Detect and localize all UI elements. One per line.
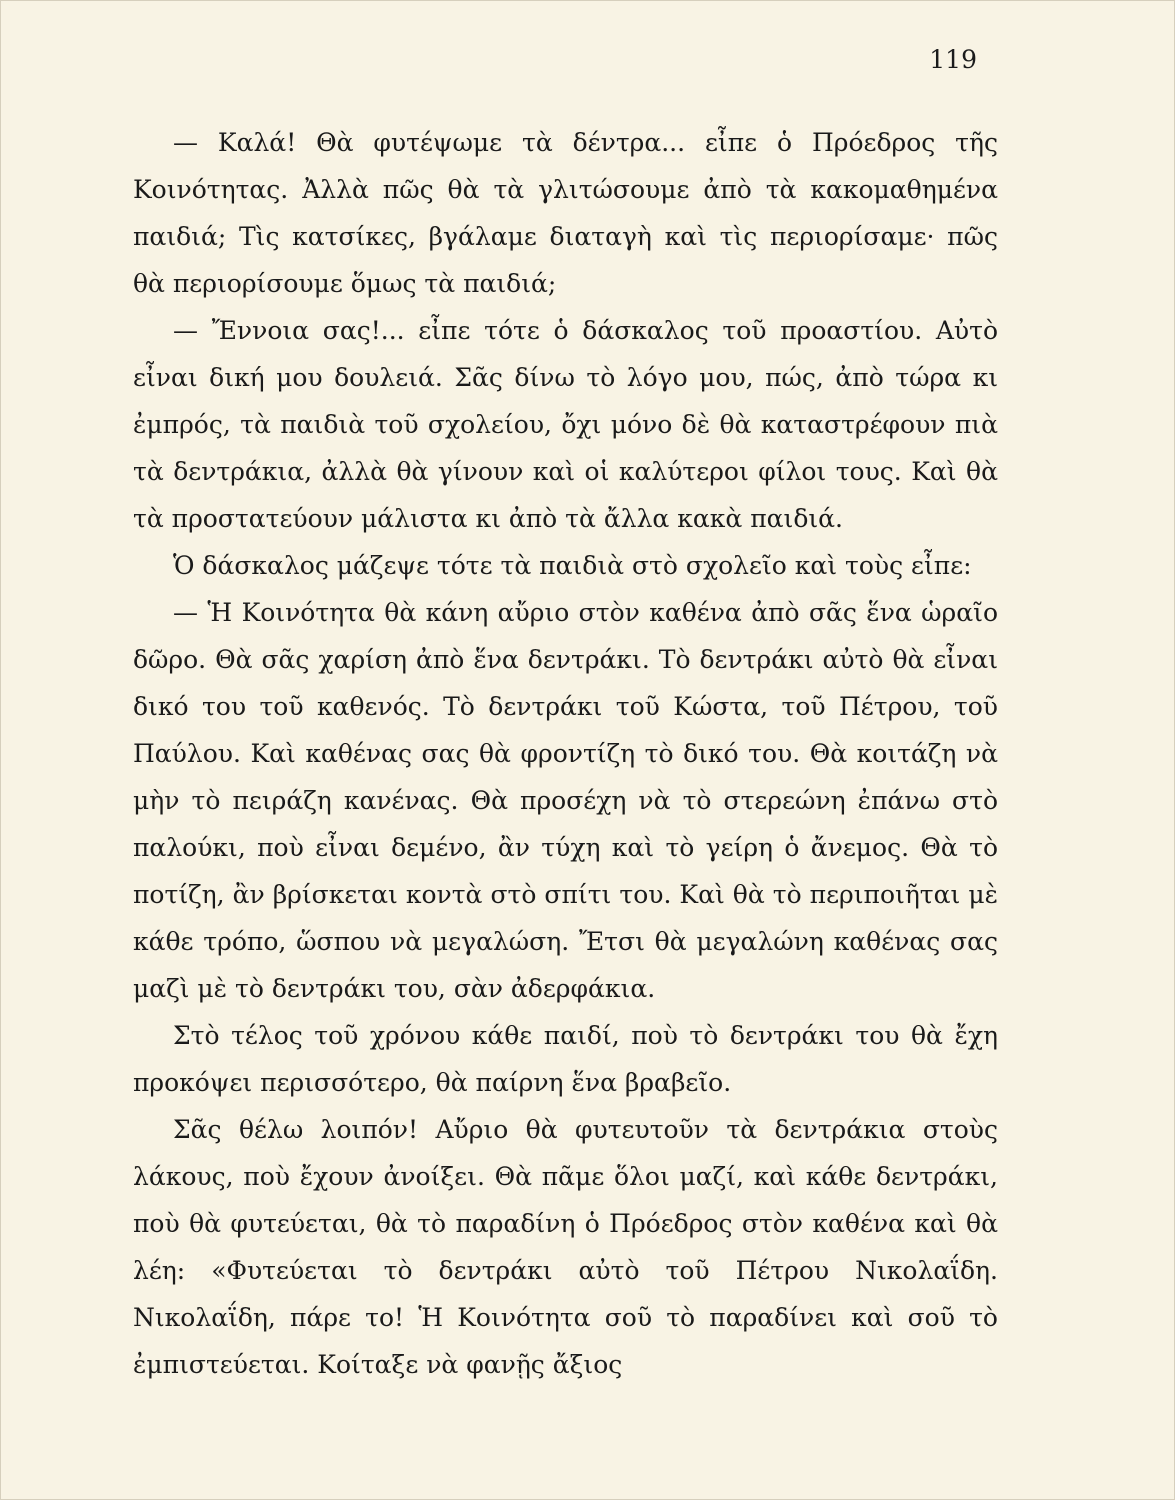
paragraph: Στὸ τέλος τοῦ χρόνου κάθε παιδί, ποὺ τὸ δεντράκι του θὰ ἔχη προκόψει περισσότερο, θὰ παίρνη ἕνα βραβεῖο. (133, 1021, 998, 1097)
paragraph: Σᾶς θέλω λοιπόν! Αὔριο θὰ φυτευτοῦν τὰ δεντράκια στοὺς λάκους, ποὺ ἔχουν ἀνοίξει. Θὰ πᾶμε ὅλοι μαζί, καὶ κάθε δεντράκι, ποὺ θὰ φυτεύεται, θὰ τὸ παραδίνη ὁ Πρόεδρος στὸν καθένα καὶ θὰ λέη: «Φυτεύεται τὸ δεντράκι αὐτὸ τοῦ Πέτρου Νικολαΐδη. Νικολαΐδη, πάρε το! Ἡ Κοινότητα σοῦ τὸ παραδίνει καὶ σοῦ τὸ ἐμπιστεύεται. Κοίταξε νὰ φανῇς ἄξιος (133, 1115, 998, 1379)
paragraph: — Καλά! Θὰ φυτέψωμε τὰ δέντρα... εἶπε ὁ Πρόεδρος τῆς Κοινότητας. Ἀλλὰ πῶς θὰ τὰ γλιτώσουμε ἀπὸ τὰ κακομαθημένα παιδιά; Τὶς κατσίκες, βγάλαμε διαταγὴ καὶ τὶς περιορίσαμε· πῶς θὰ περιορίσουμε ὅμως τὰ παιδιά; (133, 128, 998, 298)
paragraph: — Ἡ Κοινότητα θὰ κάνη αὔριο στὸν καθένα ἀπὸ σᾶς ἕνα ὡραῖο δῶρο. Θὰ σᾶς χαρίση ἀπὸ ἕνα δεντράκι. Τὸ δεντράκι αὐτὸ θὰ εἶναι δικό του τοῦ καθενός. Τὸ δεντράκι τοῦ Κώστα, τοῦ Πέτρου, τοῦ Παύλου. Καὶ καθένας σας θὰ φροντίζη τὸ δικό του. Θὰ κοιτάζη νὰ μὴν τὸ πειράζη κανένας. Θὰ προσέχη νὰ τὸ στερεώνη ἐπάνω στὸ παλούκι, ποὺ εἶναι δεμένο, ἂν τύχη καὶ τὸ γείρη ὁ ἄνεμος. Θὰ τὸ ποτίζη, ἂν βρίσκεται κοντὰ στὸ σπίτι του. Καὶ θὰ τὸ περιποιῆται μὲ κάθε τρόπο, ὥσπου νὰ μεγαλώση. Ἔτσι θὰ μεγαλώνη καθένας σας μαζὶ μὲ τὸ δεντράκι του, σὰν ἀδερφάκια. (133, 598, 998, 1003)
page-body-text (133, 119, 998, 1388)
paragraph: Ὁ δάσκαλος μάζεψε τότε τὰ παιδιὰ στὸ σχολεῖο καὶ τοὺς εἶπε: (173, 551, 972, 580)
page-number: 119 (929, 45, 977, 74)
paragraph: — Ἔννοια σας!... εἶπε τότε ὁ δάσκαλος τοῦ προαστίου. Αὐτὸ εἶναι δική μου δουλειά. Σᾶς δίνω τὸ λόγο μου, πώς, ἀπὸ τώρα κι ἐμπρός, τὰ παιδιὰ τοῦ σχολείου, ὄχι μόνο δὲ θὰ καταστρέφουν πιὰ τὰ δεντράκια, ἀλλὰ θὰ γίνουν καὶ οἱ καλύτεροι φίλοι τους. Καὶ θὰ τὰ προστατεύουν μάλιστα κι ἀπὸ τὰ ἄλλα κακὰ παιδιά. (133, 316, 998, 533)
